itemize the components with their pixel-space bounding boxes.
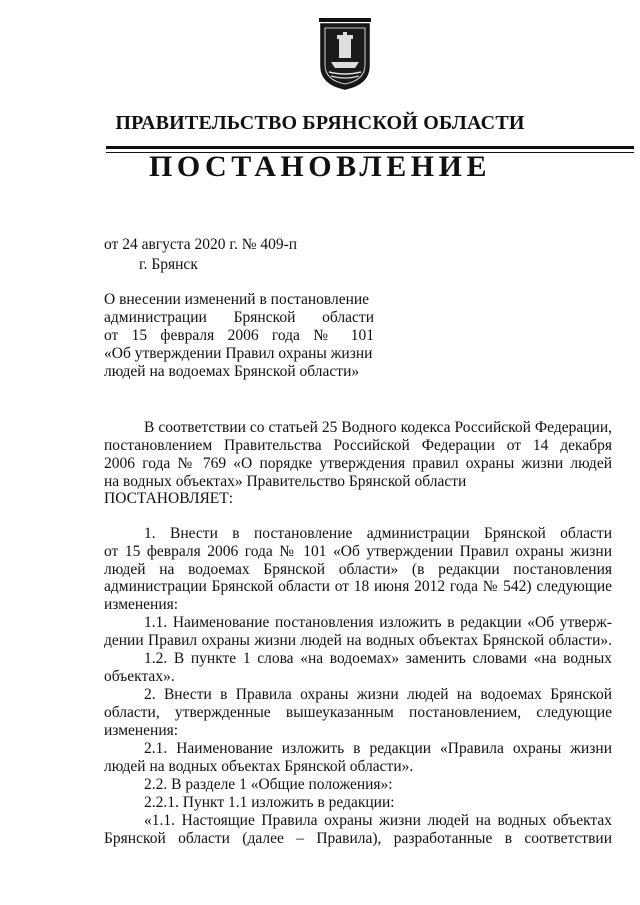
body-line: 1. Внести в постановление администрации Брянской области [144, 525, 612, 542]
body-line: людей на водных объектах Брянской области». [104, 758, 414, 775]
body-line: от 15 февраля 2006 года № 101 «Об утверждении Правил охраны жизни [104, 543, 612, 560]
body-line: ПОСТАНОВЛЯЕТ: [104, 490, 234, 507]
government-title: ПРАВИТЕЛЬСТВО БРЯНСКОЙ ОБЛАСТИ [115, 112, 525, 134]
body-line: В соответствии со статьей 25 Водного кодекса Российской Федерации, [144, 419, 612, 436]
subject-line: людей на водоемах Брянской области» [104, 363, 360, 380]
date-number: от 24 августа 2020 г. № 409-п [104, 236, 298, 253]
body-line: объектах». [104, 668, 175, 685]
header-rule-thick [106, 146, 634, 149]
body-line: изменения: [104, 722, 179, 739]
body-line: на водных объектах» Правительство Брянской области [104, 473, 467, 490]
body-line: Брянской области (далее – Правила), разработанные в соответствии [104, 830, 612, 847]
body-line: постановлением Правительства Российской Федерации от 14 декабря [104, 437, 612, 454]
city: г. Брянск [139, 256, 198, 273]
subject-line: администрации Брянской области [104, 309, 374, 326]
body-line: администрации Брянской области от 18 июня 2012 года № 542) следующие [104, 578, 612, 595]
body-line: 1.1. Наименование постановления изложить в редакции «Об утверж- [144, 614, 612, 631]
body-line: 2. Внести в Правила охраны жизни людей на водоемах Брянской [144, 686, 612, 703]
subject-line: «Об утверждении Правил охраны жизни [104, 345, 373, 362]
body-line: области, утвержденные вышеуказанным постановлением, следующие [104, 704, 612, 721]
subject-line: О внесении изменений в постановление [104, 291, 370, 308]
coat-of-arms-icon [319, 18, 371, 90]
body-line: 2.2.1. Пункт 1.1 изложить в редакции: [144, 794, 395, 811]
body-line: изменения: [104, 596, 179, 613]
body-line: 2006 года № 769 «О порядке утверждения правил охраны жизни людей [104, 455, 612, 472]
body-line: «1.1. Настоящие Правила охраны жизни людей на водных объектах [144, 812, 612, 829]
document-type: ПОСТАНОВЛЕНИЕ [149, 150, 491, 183]
body-line: 2.2. В разделе 1 «Общие положения»: [144, 776, 393, 793]
body-line: 1.2. В пункте 1 слова «на водоемах» заменить словами «на водных [144, 650, 612, 667]
body-line: дении Правил охраны жизни людей на водных объектах Брянской области». [104, 632, 612, 649]
subject-line: от 15 февраля 2006 года № 101 [104, 327, 374, 344]
body-line: 2.1. Наименование изложить в редакции «Правила охраны жизни [144, 740, 612, 757]
body-line: людей на водоемах Брянской области» (в редакции постановления [104, 561, 612, 578]
